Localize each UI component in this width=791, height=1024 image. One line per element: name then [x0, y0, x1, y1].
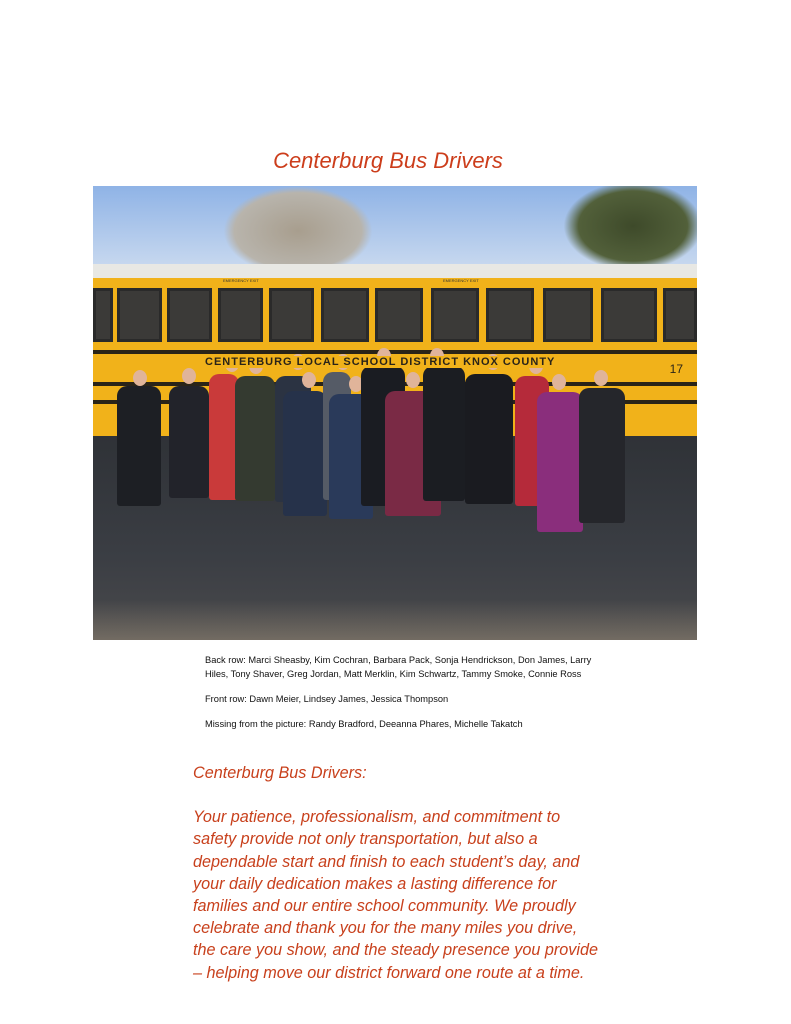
bus-lettering: CENTERBURG LOCAL SCHOOL DISTRICT KNOX COUNTY [205, 356, 556, 368]
message-line: celebrate and thank you for the many miles you drive, [193, 919, 578, 938]
photo-caption [205, 653, 591, 742]
appreciation-message [193, 762, 598, 984]
caption-back-row: Back row: Marci Sheasby, Kim Cochran, Barbara Pack, Sonja Hendrickson, Don James, Larry [205, 655, 592, 665]
message-line: – helping move our district forward one route at a time. [193, 963, 585, 982]
message-line: families and our entire school community. We proudly [193, 897, 576, 916]
tree-left [223, 186, 373, 276]
bus-number: 17 [669, 362, 683, 376]
emergency-exit-label: EMERGENCY EXIT [223, 278, 259, 283]
caption-front-row: Front row: Dawn Meier, Lindsey James, Jessica Thompson [205, 694, 449, 704]
message-heading: Centerburg Bus Drivers: [193, 764, 367, 782]
message-line: safety provide not only transportation, but also a [193, 830, 538, 849]
page-title: Centerburg Bus Drivers [273, 148, 503, 173]
message-line: the care you show, and the steady presence you provide [193, 941, 598, 960]
message-line: dependable start and finish to each student’s day, and [193, 852, 580, 871]
caption-back-row-cont: Hiles, Tony Shaver, Greg Jordan, Matt Merklin, Kim Schwartz, Tammy Smoke, Connie Ross [205, 669, 582, 679]
tree-right [563, 186, 697, 271]
caption-missing: Missing from the picture: Randy Bradford, Deeanna Phares, Michelle Takatch [205, 719, 523, 729]
group-photo [93, 186, 697, 640]
message-line: your daily dedication makes a lasting difference for [193, 874, 557, 893]
emergency-exit-label: EMERGENCY EXIT [443, 278, 479, 283]
message-line: Your patience, professionalism, and commitment to [193, 808, 561, 827]
